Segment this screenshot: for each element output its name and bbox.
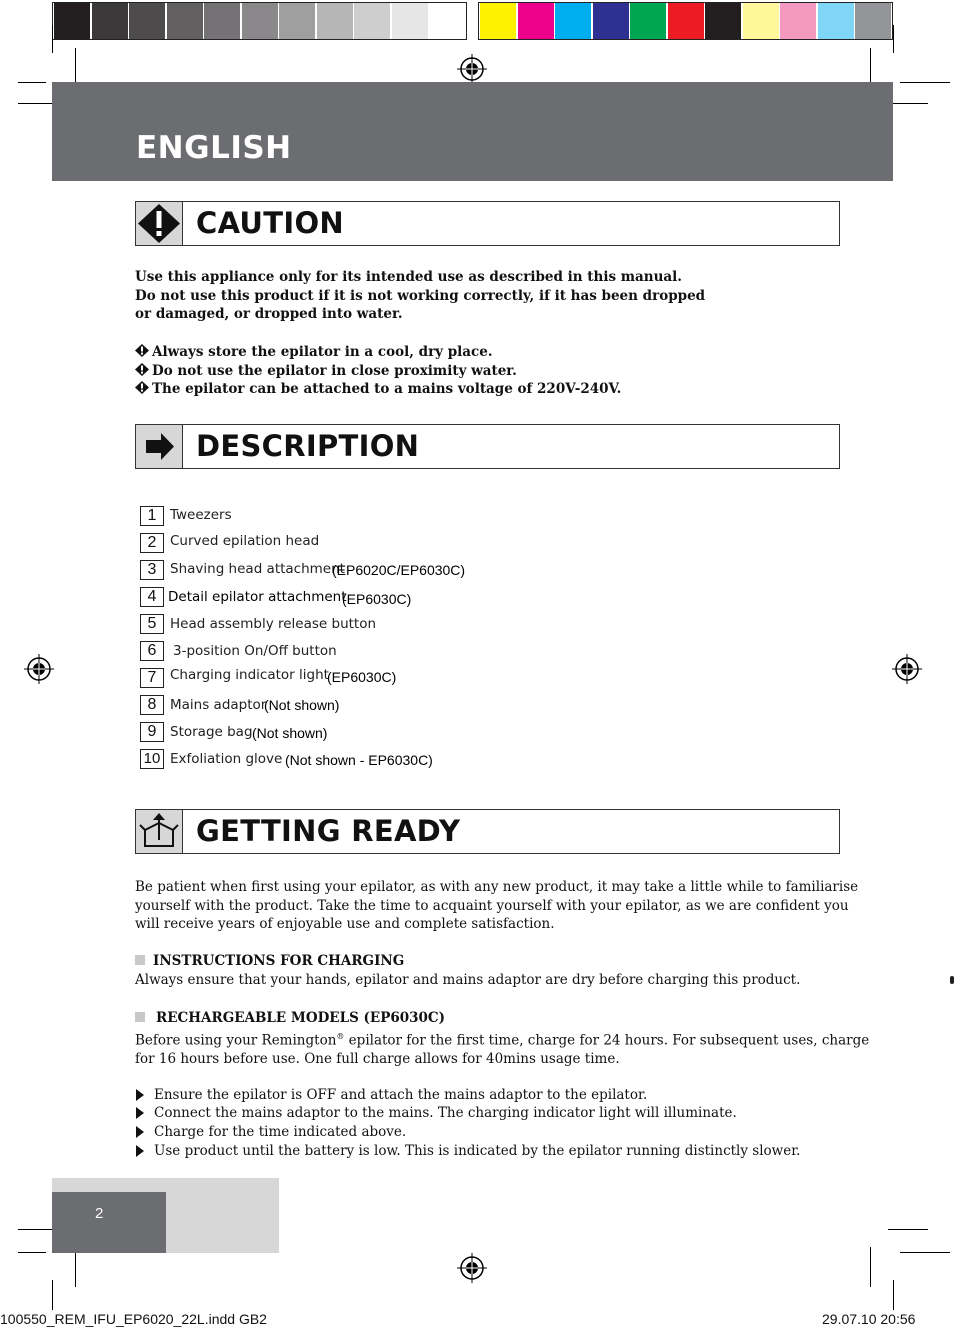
item-number: 10 <box>140 749 164 769</box>
rechargeable-text-post: epilator for the first time, charge for 24 hours. For subsequent uses, charge <box>344 1032 870 1048</box>
color-swatch <box>129 3 165 39</box>
caution-bullet-text: Always store the epilator in a cool, dry place. <box>152 344 493 360</box>
registration-mark-icon <box>457 54 487 84</box>
color-swatch <box>167 3 203 39</box>
description-header <box>135 424 840 469</box>
footer-tab-light <box>166 1178 279 1253</box>
item-number: 4 <box>140 587 164 607</box>
charging-section <box>135 952 800 989</box>
step-text: Use product until the battery is low. This is indicated by the epilator running distinctly slower. <box>154 1143 801 1159</box>
registered-mark: ® <box>336 1031 345 1041</box>
charging-text: Always ensure that your hands, epilator and mains adaptor are dry before charging this product. <box>135 971 801 988</box>
color-swatch <box>204 3 240 39</box>
rechargeable-text-line: for 16 hours before use. One full charge allows for 40mins usage time. <box>135 1050 620 1067</box>
footer-tab-dark <box>52 1192 166 1253</box>
item-label: Shaving head attachment <box>170 561 345 577</box>
language-title: ENGLISH <box>136 130 292 166</box>
color-swatch <box>92 3 128 39</box>
item-number: 3 <box>140 560 164 580</box>
warning-bullet-icon <box>135 363 149 376</box>
item-label: Exfoliation glove <box>170 751 283 767</box>
color-swatch <box>593 3 629 39</box>
getting-ready-title: GETTING READY <box>196 814 461 848</box>
intro-line: yourself with the product. Take the time to acquaint yourself with your epilator, as we are confident you <box>135 897 849 914</box>
footer-tab-light <box>52 1178 166 1192</box>
item-number: 7 <box>140 668 164 688</box>
item-label: Mains adaptor <box>170 697 267 713</box>
registration-mark-icon <box>892 654 922 684</box>
item-number: 6 <box>140 641 164 661</box>
item-label: Curved epilation head <box>170 533 320 549</box>
caution-bullet-text: The epilator can be attached to a mains voltage of 220V-240V. <box>152 381 622 397</box>
color-swatch <box>54 3 90 39</box>
caution-bullet-text: Do not use the epilator in close proximity water. <box>152 362 517 379</box>
color-swatch <box>242 3 278 39</box>
rechargeable-heading-text: RECHARGEABLE MODELS (EP6030C) <box>156 1010 446 1026</box>
rechargeable-text-line <box>135 1028 869 1050</box>
charging-heading-text: INSTRUCTIONS FOR CHARGING <box>153 953 405 969</box>
caution-bullet <box>135 380 621 399</box>
caution-bullets <box>135 343 621 399</box>
color-swatch <box>354 3 390 39</box>
getting-ready-intro <box>135 878 858 934</box>
item-label: Tweezers <box>170 507 232 523</box>
triangle-bullet-icon <box>136 1089 144 1101</box>
item-note: (EP6030C) <box>327 669 397 685</box>
intro-line: Be patient when first using your epilator, as with any new product, it may take a little while to familiarise <box>135 879 859 895</box>
item-note: (EP6030C) <box>342 591 412 607</box>
color-swatch <box>743 3 779 39</box>
rechargeable-heading <box>135 1009 869 1028</box>
item-number: 9 <box>140 722 164 742</box>
caution-intro <box>135 268 705 324</box>
item-note: (Not shown) <box>252 725 328 741</box>
color-swatch <box>630 3 666 39</box>
triangle-bullet-icon <box>136 1145 144 1157</box>
page-number: 2 <box>95 1205 104 1222</box>
item-note: (Not shown) <box>264 697 340 713</box>
open-box-icon <box>136 810 183 853</box>
color-swatch <box>555 3 591 39</box>
item-label: Charging indicator light <box>170 667 329 683</box>
item-label: Storage bag <box>170 724 253 740</box>
warning-bullet-icon <box>135 381 149 394</box>
square-bullet-icon <box>135 955 145 965</box>
item-label: Head assembly release button <box>170 616 377 632</box>
item-note: (Not shown - EP6030C) <box>285 752 433 768</box>
color-swatch <box>518 3 554 39</box>
getting-ready-header <box>135 809 840 854</box>
color-swatch <box>705 3 741 39</box>
triangle-bullet-icon <box>136 1107 144 1119</box>
intro-line: will receive years of enjoyable use and complete satisfaction. <box>135 916 555 932</box>
item-label: 3-position On/Off button <box>173 643 337 659</box>
step-text: Ensure the epilator is OFF and attach the mains adaptor to the epilator. <box>154 1087 648 1103</box>
triangle-bullet-icon <box>136 1126 144 1138</box>
step-text: Connect the mains adaptor to the mains. The charging indicator light will illuminate. <box>154 1105 737 1121</box>
item-number: 2 <box>140 533 164 553</box>
exclamation-diamond-icon <box>136 202 183 245</box>
caution-intro-line: Do not use this product if it is not working correctly, if it has been dropped <box>135 287 706 304</box>
date-slug: 29.07.10 20:56 <box>822 1311 916 1327</box>
item-label: Detail epilator attachment <box>168 589 347 605</box>
right-arrow-icon <box>136 425 183 468</box>
item-number: 1 <box>140 506 164 526</box>
item-note: (EP6020C/EP6030C) <box>332 562 466 578</box>
caution-bullet <box>135 362 621 381</box>
color-swatch <box>780 3 816 39</box>
registration-mark-icon <box>24 654 54 684</box>
registration-mark-icon <box>457 1253 487 1283</box>
item-number: 8 <box>140 695 164 715</box>
color-swatch <box>855 3 891 39</box>
color-swatch <box>279 3 315 39</box>
caution-header <box>135 201 840 246</box>
charging-heading <box>135 952 800 971</box>
color-swatch <box>317 3 353 39</box>
description-title: DESCRIPTION <box>196 429 420 463</box>
rechargeable-text-pre: Before using your Remington <box>135 1032 337 1048</box>
rechargeable-section <box>135 1009 869 1068</box>
color-swatch <box>429 3 465 39</box>
caution-bullet <box>135 343 621 362</box>
caution-intro-line: Use this appliance only for its intended use as described in this manual. <box>135 269 683 285</box>
item-number: 5 <box>140 614 164 634</box>
color-swatch <box>392 3 428 39</box>
file-slug: 100550_REM_IFU_EP6020_22L.indd GB2 <box>0 1311 267 1327</box>
color-swatch <box>480 3 516 39</box>
caution-intro-line: or damaged, or dropped into water. <box>135 306 403 322</box>
edge-dot <box>950 976 954 984</box>
color-swatch <box>668 3 704 39</box>
warning-bullet-icon <box>135 344 149 357</box>
caution-title: CAUTION <box>196 206 344 240</box>
color-swatch <box>818 3 854 39</box>
step-text: Charge for the time indicated above. <box>154 1124 407 1140</box>
square-bullet-icon <box>135 1012 145 1022</box>
